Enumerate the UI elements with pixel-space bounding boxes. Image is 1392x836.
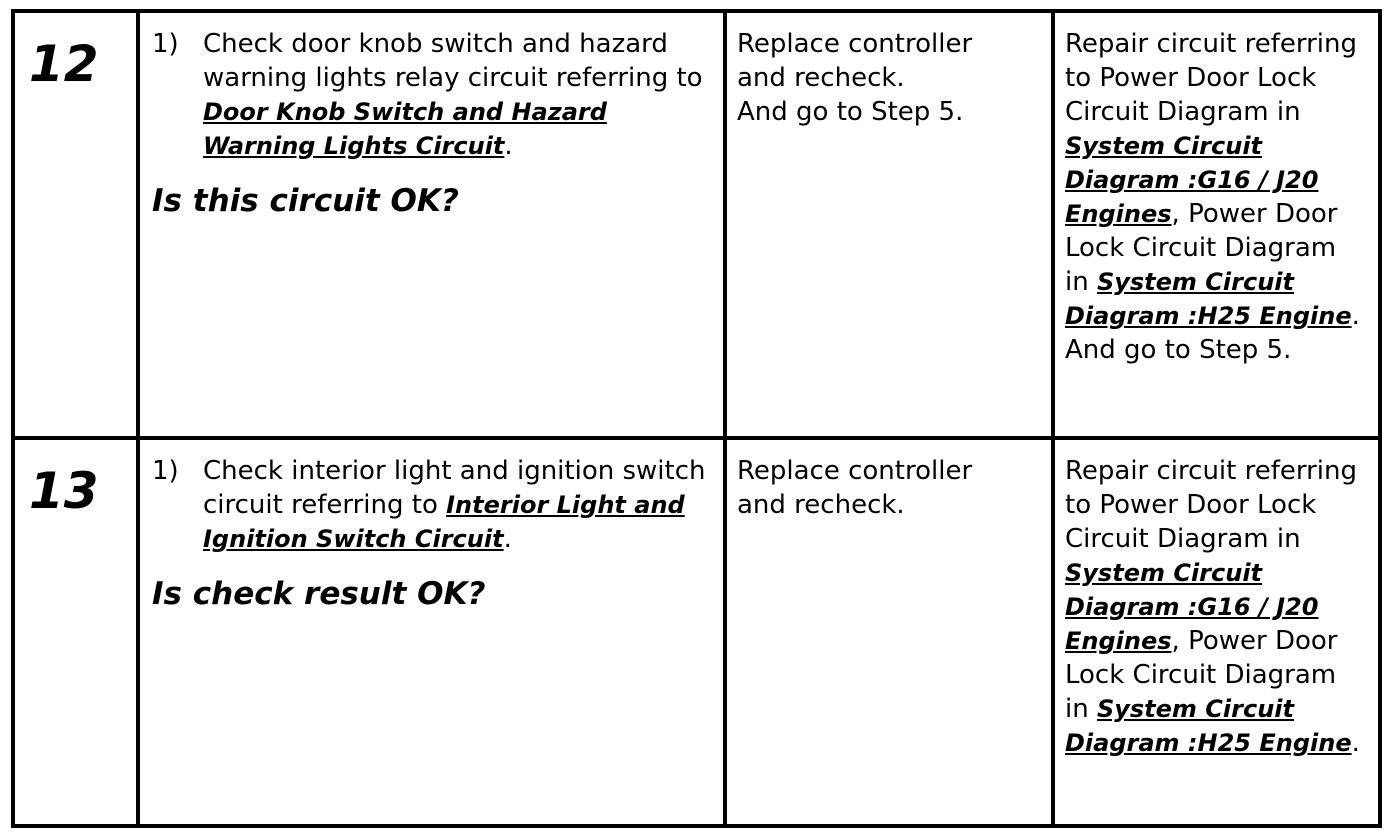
step-number: 12 — [29, 35, 99, 93]
yes-action-cell — [725, 438, 1053, 826]
check-item — [152, 27, 713, 163]
no-text: , Power Door Lock Circuit Diagram in — [1065, 626, 1338, 724]
check-question: Is this circuit OK? — [152, 183, 459, 219]
check-text-end: . — [504, 131, 513, 161]
table-row — [13, 11, 1380, 438]
check-instruction — [203, 454, 713, 556]
yes-action-text: Replace controller and recheck. — [737, 456, 973, 520]
check-cell — [138, 11, 725, 438]
step-number-cell — [13, 11, 138, 438]
check-text-end: . — [503, 524, 512, 554]
step-number-cell — [13, 438, 138, 826]
yes-action-cell — [725, 11, 1053, 438]
no-text: Repair circuit referring to Power Door Lock Circuit Diagram in — [1065, 29, 1357, 127]
check-item — [152, 454, 713, 556]
check-question: Is check result OK? — [152, 576, 486, 612]
step-number: 13 — [29, 462, 99, 520]
no-action-cell — [1053, 438, 1380, 826]
check-cell — [138, 438, 725, 826]
system-circuit-diagram-link[interactable]: System Circuit Diagram :G16 / J20 Engines — [1065, 559, 1319, 655]
reference-link[interactable]: Interior Light and Ignition Switch Circuit — [203, 491, 685, 553]
system-circuit-diagram-link[interactable]: System Circuit Diagram :H25 Engine — [1065, 268, 1352, 330]
check-text: Check door knob switch and hazard warning lights relay circuit referring to — [203, 29, 703, 93]
no-text: , Power Door Lock Circuit Diagram in — [1065, 199, 1338, 297]
yes-action-text: Replace controller and recheck. And go to Step 5. — [737, 29, 973, 127]
troubleshooting-table — [11, 9, 1382, 828]
check-instruction — [203, 27, 713, 163]
reference-link[interactable]: Door Knob Switch and Hazard Warning Lights Circuit — [203, 98, 607, 160]
system-circuit-diagram-link[interactable]: System Circuit Diagram :G16 / J20 Engines — [1065, 132, 1319, 228]
no-action-text — [1055, 440, 1378, 760]
item-number: 1) — [152, 456, 179, 486]
no-text: . — [1351, 728, 1360, 758]
no-text: Repair circuit referring to Power Door Lock Circuit Diagram in — [1065, 456, 1357, 554]
no-action-text — [1055, 13, 1378, 367]
no-action-cell — [1053, 11, 1380, 438]
no-text: And go to Step 5. — [1065, 335, 1292, 365]
system-circuit-diagram-link[interactable]: System Circuit Diagram :H25 Engine — [1065, 695, 1352, 757]
item-number: 1) — [152, 29, 179, 59]
table-row — [13, 438, 1380, 826]
no-text: . — [1351, 301, 1360, 331]
check-text: Check interior light and ignition switch circuit referring to — [203, 456, 706, 520]
